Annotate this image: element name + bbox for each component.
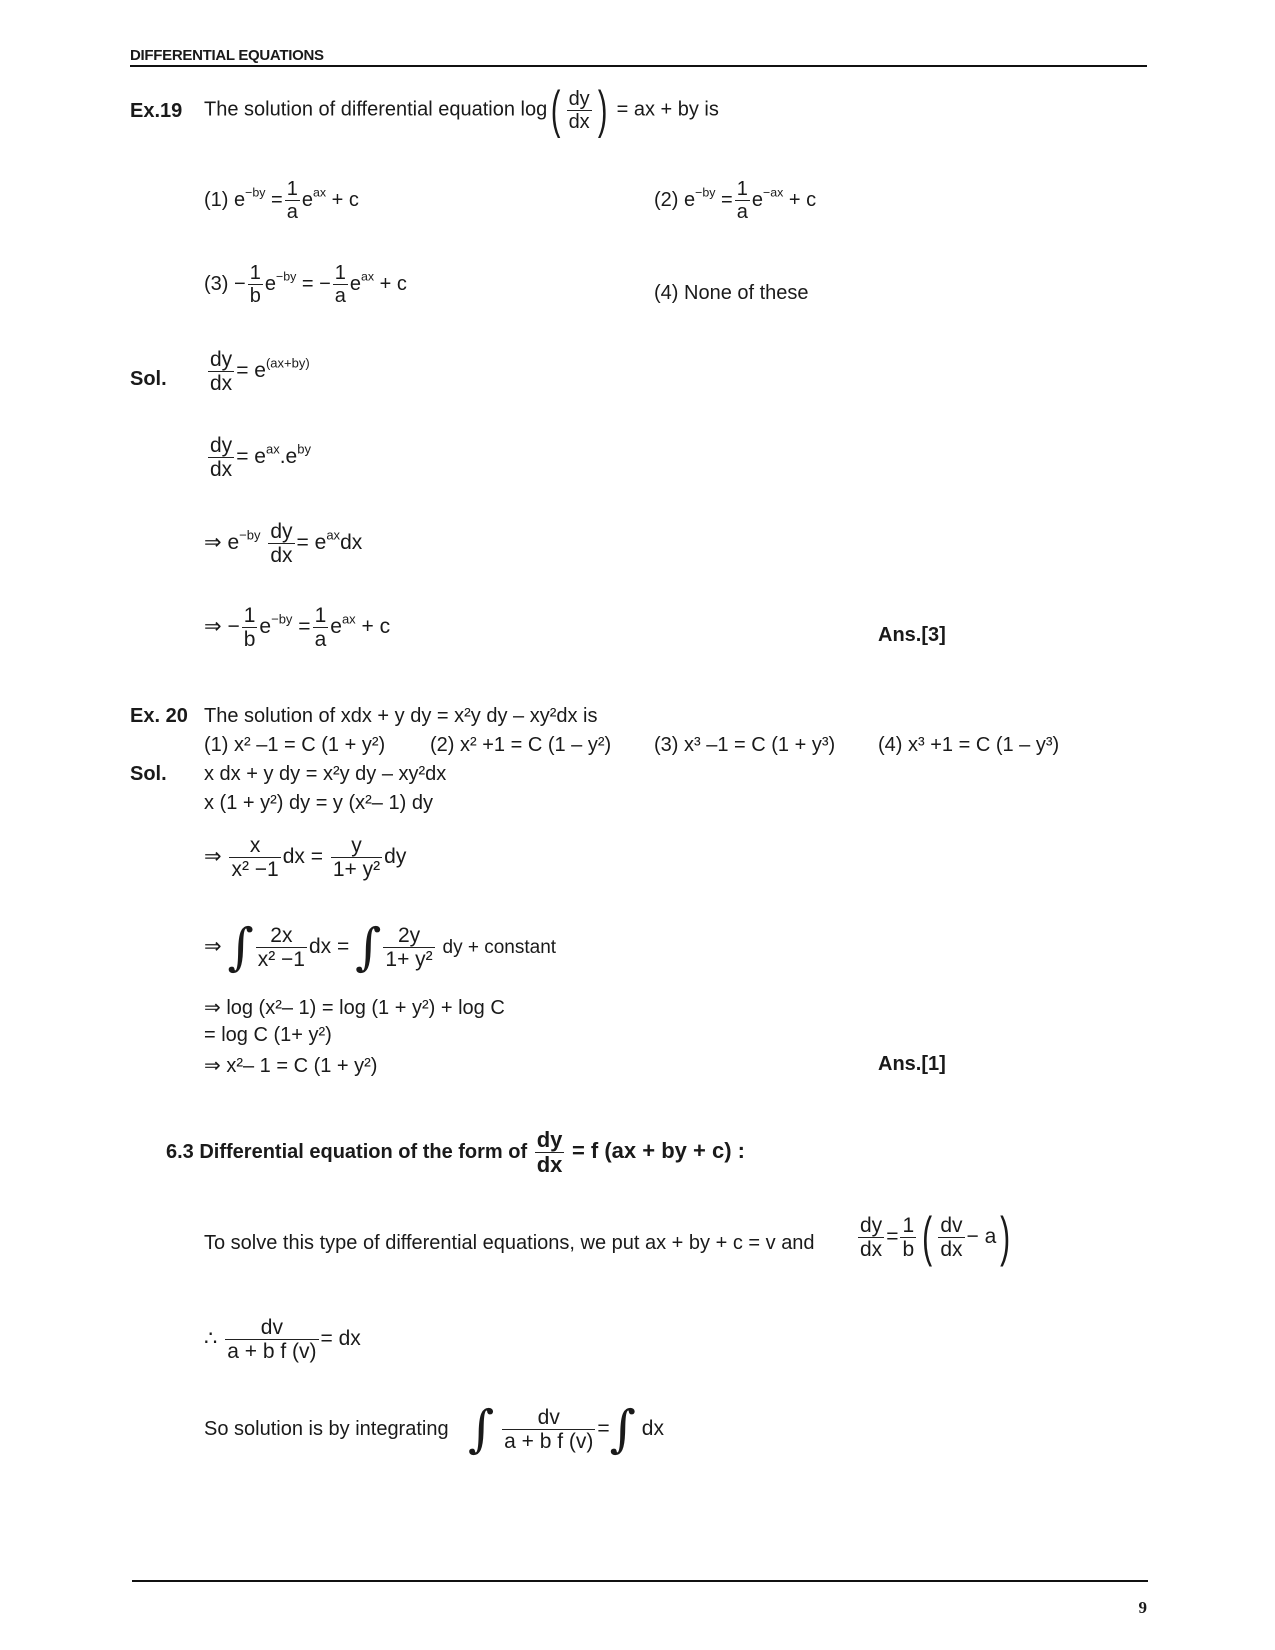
frac-num: dy [270, 520, 293, 543]
frac-num: 2x [270, 923, 293, 947]
ex19-answer: Ans.[3] [878, 624, 946, 646]
tail: + c [379, 272, 407, 295]
implies-icon: ⇒ [204, 845, 222, 869]
right-paren: ) [1000, 1206, 1011, 1267]
ex20-question: The solution of xdx + y dy = x²y dy – xy²dx is [204, 705, 598, 727]
equals: = − [301, 272, 331, 295]
frac-num: dv [940, 1213, 963, 1237]
left-paren: ( [551, 81, 561, 139]
substitution-formula [856, 1206, 1014, 1267]
rhs: = dx [320, 1327, 361, 1351]
equals: = [886, 1224, 899, 1248]
integral-icon: ∫ [355, 917, 382, 976]
frac-den: x² −1 [231, 858, 279, 882]
base: e [264, 272, 276, 295]
ex19-question-prefix: The solution of differential equation [204, 98, 515, 121]
ex19-step-3 [204, 520, 362, 567]
ex20-line-2: x (1 + y²) dy = y (x²– 1) dy [204, 792, 433, 814]
exponent: −by [271, 611, 293, 627]
base: e [234, 188, 246, 211]
question-rhs: = ax + by is [616, 98, 719, 121]
minus: − [227, 615, 240, 639]
equals: = [271, 188, 283, 211]
frac-num: 1 [286, 178, 298, 200]
base: e [227, 531, 240, 555]
frac-den: dx [270, 544, 293, 568]
frac-den: 1+ y² [385, 947, 433, 971]
section-6-3-intro: To solve this type of differential equations, we put ax + by + c = v and [204, 1232, 815, 1254]
frac-den: b [243, 628, 256, 652]
frac-den: dx [860, 1237, 883, 1261]
ex19-step-2 [206, 434, 311, 481]
heading-text: 6.3 Differential equation of the form of [166, 1140, 528, 1163]
frac-den: dx [536, 1152, 563, 1178]
ex19-step-4 [204, 604, 390, 651]
frac-den: a [314, 628, 327, 652]
running-header: DIFFERENTIAL EQUATIONS [130, 47, 324, 64]
mid: dx = [309, 934, 350, 958]
frac-den: dx [210, 372, 233, 396]
base: e [349, 272, 362, 295]
exponent: ax [341, 611, 356, 627]
frac-den: a + b f (v) [227, 1340, 317, 1364]
frac-den: b [249, 285, 261, 307]
final-integral [468, 1399, 664, 1458]
frac-num: 1 [314, 604, 327, 627]
ex20-label: Ex. 20 [130, 705, 188, 727]
therefore-equation [204, 1316, 361, 1363]
tail: dx [641, 1416, 664, 1440]
equals: = [298, 615, 311, 639]
integral-icon: ∫ [609, 1399, 636, 1458]
ex20-option-3: (3) x³ –1 = C (1 + y³) [654, 734, 836, 756]
ex19-label: Ex.19 [130, 100, 183, 122]
frac-den: a + b f (v) [504, 1429, 594, 1453]
ex19-question [204, 81, 719, 139]
frac-den: x² −1 [257, 947, 305, 971]
frac-num: 2y [397, 923, 421, 947]
integral-icon: ∫ [468, 1399, 495, 1458]
ex19-option-3 [204, 262, 407, 307]
ex20-line-4: = log C (1+ y²) [204, 1024, 332, 1046]
ex20-line-1: x dx + y dy = x²y dy – xy²dx [204, 763, 447, 785]
ex20-sol-label: Sol. [130, 763, 167, 785]
rhs: = e [236, 445, 266, 469]
exponent: −ax [762, 185, 784, 200]
base: e [301, 188, 313, 211]
frac-num: 1 [736, 178, 748, 200]
mid: .e [279, 445, 298, 469]
ex20-line-3: ⇒ log (x²– 1) = log (1 + y²) + log C [204, 997, 505, 1019]
frac-num: 1 [249, 262, 261, 284]
option-number: (3) [204, 272, 229, 295]
frac-num: dy [536, 1127, 563, 1152]
base: e [751, 188, 763, 211]
tail: + c [361, 615, 391, 639]
ex20-line-5: ⇒ x²– 1 = C (1 + y²) [204, 1055, 378, 1077]
implies-icon: ⇒ [204, 615, 222, 639]
equals: = [597, 1416, 610, 1440]
exponent: −by [245, 185, 266, 200]
left-paren: ( [922, 1206, 933, 1267]
exponent: ax [312, 185, 327, 200]
ex20-option-1: (1) x² –1 = C (1 + y²) [204, 734, 386, 756]
exponent: (ax+by) [265, 355, 310, 371]
ex20-option-4: (4) x³ +1 = C (1 – y³) [878, 734, 1060, 756]
equals: = [721, 188, 733, 211]
ex19-option-1 [204, 178, 359, 223]
ex19-option-4: (4) None of these [654, 282, 809, 304]
frac-den: b [902, 1237, 915, 1261]
frac-den: a [334, 285, 346, 307]
frac-num: dy [568, 87, 590, 110]
frac-den: dx [568, 110, 590, 133]
page-number: 9 [1138, 1598, 1147, 1617]
rhs: = e [236, 359, 266, 383]
base: e [259, 615, 272, 639]
exponent: −by [695, 185, 716, 200]
frac-num: x [249, 834, 261, 857]
minus: − [234, 272, 246, 295]
exponent: by [297, 441, 311, 457]
option-number: (2) [654, 188, 679, 211]
header-rule [130, 65, 1147, 67]
solution-statement: So solution is by integrating [204, 1418, 449, 1440]
ex20-answer: Ans.[1] [878, 1053, 946, 1075]
tail: − a [966, 1224, 997, 1248]
tail: + c [331, 188, 359, 211]
right-paren: ) [597, 81, 608, 139]
frac-num: dy [210, 434, 233, 457]
frac-den: dx [210, 458, 233, 482]
ex19-sol-label: Sol. [130, 368, 167, 390]
frac-num: dv [260, 1316, 283, 1339]
exponent: −by [275, 269, 297, 284]
rhs: = e [296, 531, 327, 555]
tail: dy [384, 845, 407, 869]
ex20-step-separate [204, 834, 406, 881]
ex19-option-2 [654, 178, 816, 223]
frac-num: dv [537, 1405, 560, 1429]
frac-num: dy [210, 348, 233, 371]
frac-den: a [736, 201, 748, 223]
implies-icon: ⇒ [204, 934, 222, 958]
heading-rhs: = f (ax + by + c) : [571, 1137, 745, 1163]
exponent: ax [361, 269, 375, 284]
option-number: (1) [204, 188, 229, 211]
frac-den: dx [940, 1237, 963, 1261]
integral-icon: ∫ [227, 917, 254, 976]
ex20-step-integrate [204, 917, 557, 976]
frac-den: 1+ y² [332, 858, 381, 882]
implies-icon: ⇒ [204, 531, 222, 555]
base: e [684, 188, 696, 211]
frac-num: 1 [334, 262, 346, 284]
frac-num: dy [860, 1213, 883, 1237]
frac-num: 1 [902, 1213, 915, 1237]
frac-num: 1 [243, 604, 256, 627]
exponent: ax [265, 441, 280, 457]
tail: + c [788, 188, 817, 211]
log-text: log [520, 98, 548, 121]
section-6-3-heading [166, 1128, 745, 1177]
tail: dx [340, 531, 363, 555]
footer-rule [132, 1580, 1148, 1582]
frac-den: a [286, 201, 298, 223]
exponent: −by [239, 527, 261, 543]
frac-num: y [351, 834, 362, 857]
ex19-step-1 [206, 348, 310, 395]
base: e [330, 615, 342, 639]
mid: dx = [282, 845, 324, 869]
exponent: ax [326, 527, 341, 543]
ex20-option-2: (2) x² +1 = C (1 – y²) [430, 734, 612, 756]
tail: dy + constant [442, 936, 557, 958]
therefore-icon: ∴ [204, 1327, 218, 1351]
